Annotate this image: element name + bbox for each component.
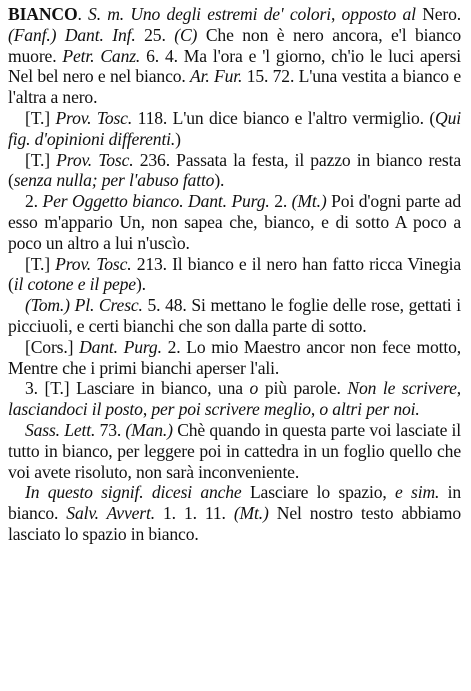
entry-headword-paragraph: [8, 4, 461, 108]
text-segment: Nel nostro testo abbiamo lasciato lo spazio in bianco.: [8, 503, 461, 544]
italic-text: S. m. Uno degli estremi de' colori: [88, 4, 331, 24]
text-segment: ,: [330, 4, 342, 24]
text-segment: 25.: [135, 24, 175, 45]
italic-text: (Mt.): [291, 191, 327, 212]
text-segment: 3. [T.] Lasciare in bianco, una: [25, 378, 250, 399]
italic-text: Ar. Fur.: [190, 66, 243, 87]
italic-text: lasciandoci il posto: [8, 399, 143, 420]
italic-text: e sim.: [395, 482, 440, 503]
italic-text: In questo signif. dicesi anche: [25, 482, 242, 503]
italic-text: per poi scrivere meglio: [151, 399, 311, 420]
entry-paragraph: [8, 378, 461, 420]
italic-text: opposto al: [341, 4, 416, 24]
text-segment: [T.]: [25, 149, 57, 170]
italic-text: Pl. Cresc.: [74, 295, 143, 316]
entry-paragraph: [8, 108, 461, 150]
text-segment: [Cors.]: [25, 336, 80, 357]
italic-text: Prov. Tosc.: [55, 253, 132, 274]
text-segment: Nero.: [415, 4, 462, 24]
text-segment: 118. L'un dice bianco e l'altro vermiglio. (: [132, 107, 436, 128]
text-segment: 1. 1. 11.: [154, 503, 234, 524]
text-segment: ,: [142, 399, 152, 420]
text-segment: in bianco.: [8, 482, 462, 524]
text-segment: .: [77, 4, 89, 24]
text-segment: 5. 48. Si mettano le foglie delle rose, gettati i picciuoli, e certi bianchi che son dalla parte di sotto.: [8, 295, 461, 336]
text-segment: ).: [214, 170, 225, 191]
italic-text: Sass. Lett.: [25, 419, 96, 440]
entry-paragraph: [8, 337, 461, 379]
entry-paragraph: [8, 482, 461, 544]
italic-text: (Mt.): [233, 503, 269, 524]
italic-text: senza nulla; per l'abuso fatto: [13, 170, 215, 191]
text-segment: 73.: [95, 419, 126, 440]
italic-text: Qui fig. d'opinioni differenti.: [8, 107, 461, 149]
text-segment: Poi d'ogni parte ad esso m'appario Un, non sapea che, bianco, e di sotto A poco a poco un altro a lui n'uscìo.: [8, 191, 461, 253]
entry-paragraph: [8, 191, 461, 253]
text-segment: 2. Lo mio Maestro ancor non fece motto, Mentre che i primi bianchi aperser l'ali.: [8, 336, 461, 378]
text-segment: Che non è nero ancora, e'l bianco muore.: [8, 24, 461, 66]
text-segment: 2.: [25, 191, 43, 212]
text-segment: più parole.: [258, 378, 348, 399]
entry-paragraph: [8, 150, 461, 192]
text-segment: 6. 4. Ma l'ora e 'l giorno, ch'io le luci apersi Nel bel nero e nel bianco.: [8, 45, 462, 87]
italic-text: (C): [174, 24, 198, 45]
italic-text: Non le scrivere: [347, 378, 457, 399]
text-segment: ,: [456, 378, 461, 399]
text-segment: 236. Passata la festa, il pazzo in bianco resta (: [8, 149, 461, 191]
text-segment: Lasciare lo spazio,: [241, 482, 396, 503]
italic-text: Salv. Avvert.: [66, 503, 155, 524]
text-segment: 15. 72. L'una vestita a bianco e l'altra a nero.: [8, 66, 461, 108]
text-segment: Chè quando in questa parte voi lasciate il tutto in bianco, per leggere poi in cattedra in un foglio quello che voi avete risoluto, non sarà inconveniente.: [8, 419, 462, 482]
text-segment: ,: [310, 399, 320, 420]
italic-text: Prov. Tosc.: [56, 149, 134, 170]
entry-paragraph: [8, 254, 461, 296]
italic-text: o: [249, 378, 259, 399]
italic-text: Dant. Purg.: [79, 336, 162, 357]
italic-text: (Man.): [125, 419, 173, 440]
italic-text: o altri per noi.: [319, 399, 420, 420]
italic-text: (Fanf.) Dant. Inf.: [8, 24, 136, 45]
italic-text: il cotone e il pepe: [13, 274, 136, 295]
headword: BIANCO: [8, 4, 78, 24]
entry-paragraph: [8, 295, 461, 337]
text-segment: ).: [135, 274, 146, 295]
italic-text: (Tom.): [25, 295, 75, 316]
italic-text: Per Oggetto bianco. Dant. Purg.: [42, 191, 270, 212]
text-segment: 213. Il bianco e il nero han fatto ricca Vinegia (: [8, 253, 461, 295]
italic-text: Prov. Tosc.: [55, 107, 133, 128]
text-segment: 2.: [269, 191, 292, 212]
text-segment: [T.]: [25, 253, 56, 274]
text-segment: [T.]: [25, 107, 56, 128]
italic-text: Petr. Canz.: [62, 45, 141, 66]
entry-paragraph: [8, 420, 461, 482]
text-segment: ): [175, 128, 181, 149]
